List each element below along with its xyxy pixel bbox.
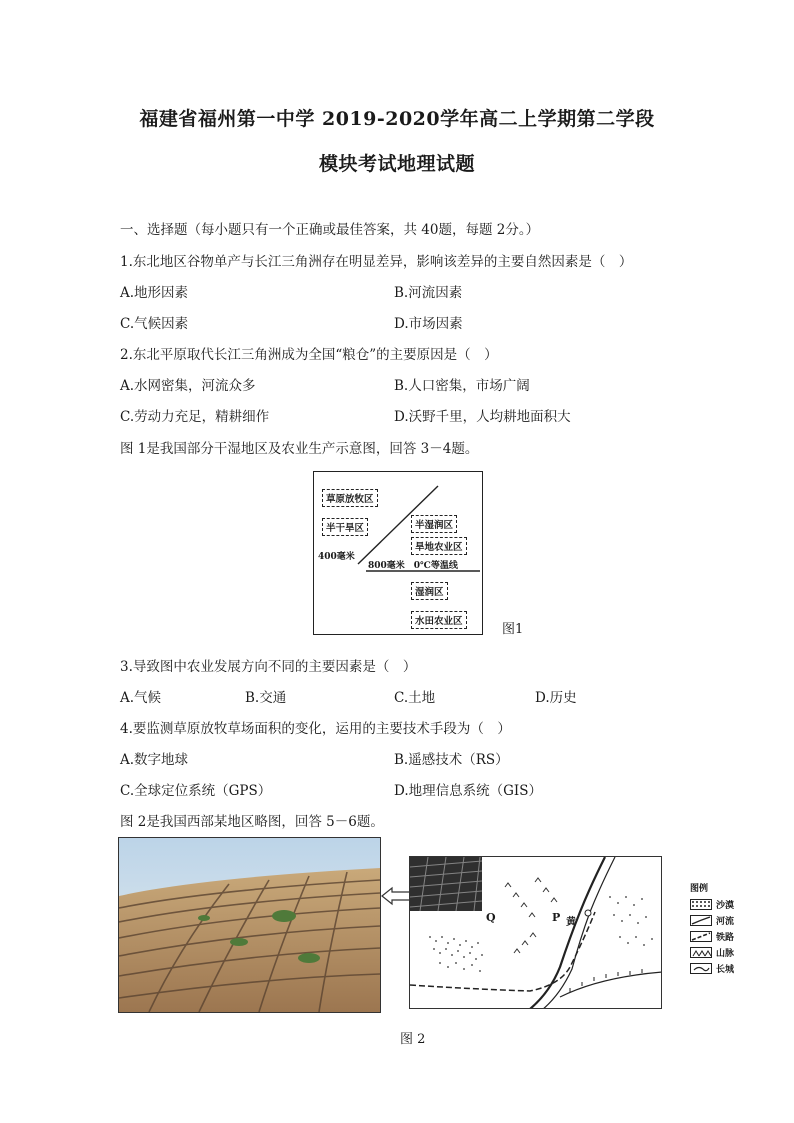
- map-label-q: Q: [486, 911, 496, 924]
- q3-option-d: D.历史: [535, 690, 577, 706]
- q2-option-c: C.劳动力充足，精耕细作: [120, 409, 270, 425]
- q1-option-b: B.河流因素: [394, 285, 463, 301]
- q3-option-b: B.交通: [245, 690, 287, 706]
- map-label-river-mark: 黄: [566, 917, 576, 928]
- question-2-stem: 2.东北平原取代长江三角洲成为全国“粮仓”的主要原因是（ ）: [120, 347, 498, 363]
- q2-option-b: B.人口密集，市场广阔: [394, 378, 530, 394]
- map-legend: [690, 881, 750, 976]
- box-semi-arid: 半干旱区: [322, 518, 368, 536]
- map-drawing: [410, 857, 662, 1009]
- legend-item-desert: [690, 896, 750, 912]
- title-line-1: 福建省福州第一中学 2019-2020学年高二上学期第二学段: [139, 108, 655, 130]
- region-map: [409, 856, 662, 1009]
- q4-option-d: D.地理信息系统（GIS）: [394, 783, 542, 799]
- river-line: [530, 857, 605, 1009]
- figure-2-caption: 图 2: [400, 1032, 426, 1047]
- q1-option-c: C.气候因素: [120, 316, 189, 332]
- legend-item-great-wall: [690, 960, 750, 976]
- river-legend-symbol: [690, 915, 712, 926]
- q1-option-a: A.地形因素: [120, 285, 189, 301]
- section-heading: 一、选择题（每小题只有一个正确或最佳答案，共 40题，每题 2分。）: [120, 222, 540, 238]
- box-humid: 湿润区: [411, 582, 448, 600]
- q4-option-c: C.全球定位系统（GPS）: [120, 783, 272, 799]
- q4-option-b: B.遥感技术（RS）: [394, 752, 509, 768]
- box-grassland-grazing: 草原放牧区: [322, 489, 378, 507]
- mountain-legend-symbol: [690, 947, 712, 958]
- legend-label-river: 河流: [716, 916, 735, 927]
- great-wall-line: [560, 972, 662, 997]
- label-800mm-isotherm: 800毫米 0℃等温线: [368, 561, 458, 571]
- question-3-stem: 3.导致图中农业发展方向不同的主要因素是（ ）: [120, 659, 417, 675]
- q3-option-a: A.气候: [120, 690, 162, 706]
- legend-item-river: [690, 912, 750, 928]
- question-1-stem: 1.东北地区谷物单产与长江三角洲存在明显差异，影响该差异的主要自然因素是（ ）: [120, 254, 633, 270]
- legend-label-mountain: 山脉: [716, 948, 735, 959]
- legend-item-railway: [690, 928, 750, 944]
- q2-option-a: A.水网密集，河流众多: [120, 378, 256, 394]
- legend-label-desert: 沙漠: [716, 900, 735, 911]
- photo-illustration: [119, 838, 380, 1012]
- figure-1-diagram: [313, 471, 483, 635]
- title-line-2: 模块考试地理试题: [318, 153, 475, 175]
- question-4-stem: 4.要监测草原放牧草场面积的变化，运用的主要技术手段为（ ）: [120, 721, 511, 737]
- sand-barrier-photo: [118, 837, 381, 1013]
- great-wall-legend-symbol: [690, 963, 712, 974]
- pointer-arrow: [380, 886, 412, 906]
- legend-item-mountain: [690, 944, 750, 960]
- map-label-p: P: [552, 911, 561, 924]
- figure-1-caption: 图1: [502, 622, 524, 637]
- figure-1-intro: 图 1是我国部分干湿地区及农业生产示意图，回答 3－4题。: [120, 441, 479, 457]
- q3-option-c: C.土地: [394, 690, 436, 706]
- figure-2-intro: 图 2是我国西部某地区略图，回答 5－6题。: [120, 814, 384, 830]
- desert-legend-symbol: [690, 899, 712, 910]
- legend-label-railway: 铁路: [716, 932, 735, 943]
- box-paddy-agriculture: 水田农业区: [411, 611, 467, 629]
- q4-option-a: A.数字地球: [120, 752, 189, 768]
- q1-option-d: D.市场因素: [394, 316, 463, 332]
- box-semi-humid: 半湿润区: [411, 515, 457, 533]
- q2-option-d: D.沃野千里，人均耕地面积大: [394, 409, 571, 425]
- label-400mm: 400毫米: [318, 552, 355, 562]
- railway-legend-symbol: [690, 931, 712, 942]
- legend-label-great-wall: 长城: [716, 964, 735, 975]
- legend-title: 图例: [690, 884, 709, 894]
- box-dryland-agriculture: 旱地农业区: [411, 537, 467, 555]
